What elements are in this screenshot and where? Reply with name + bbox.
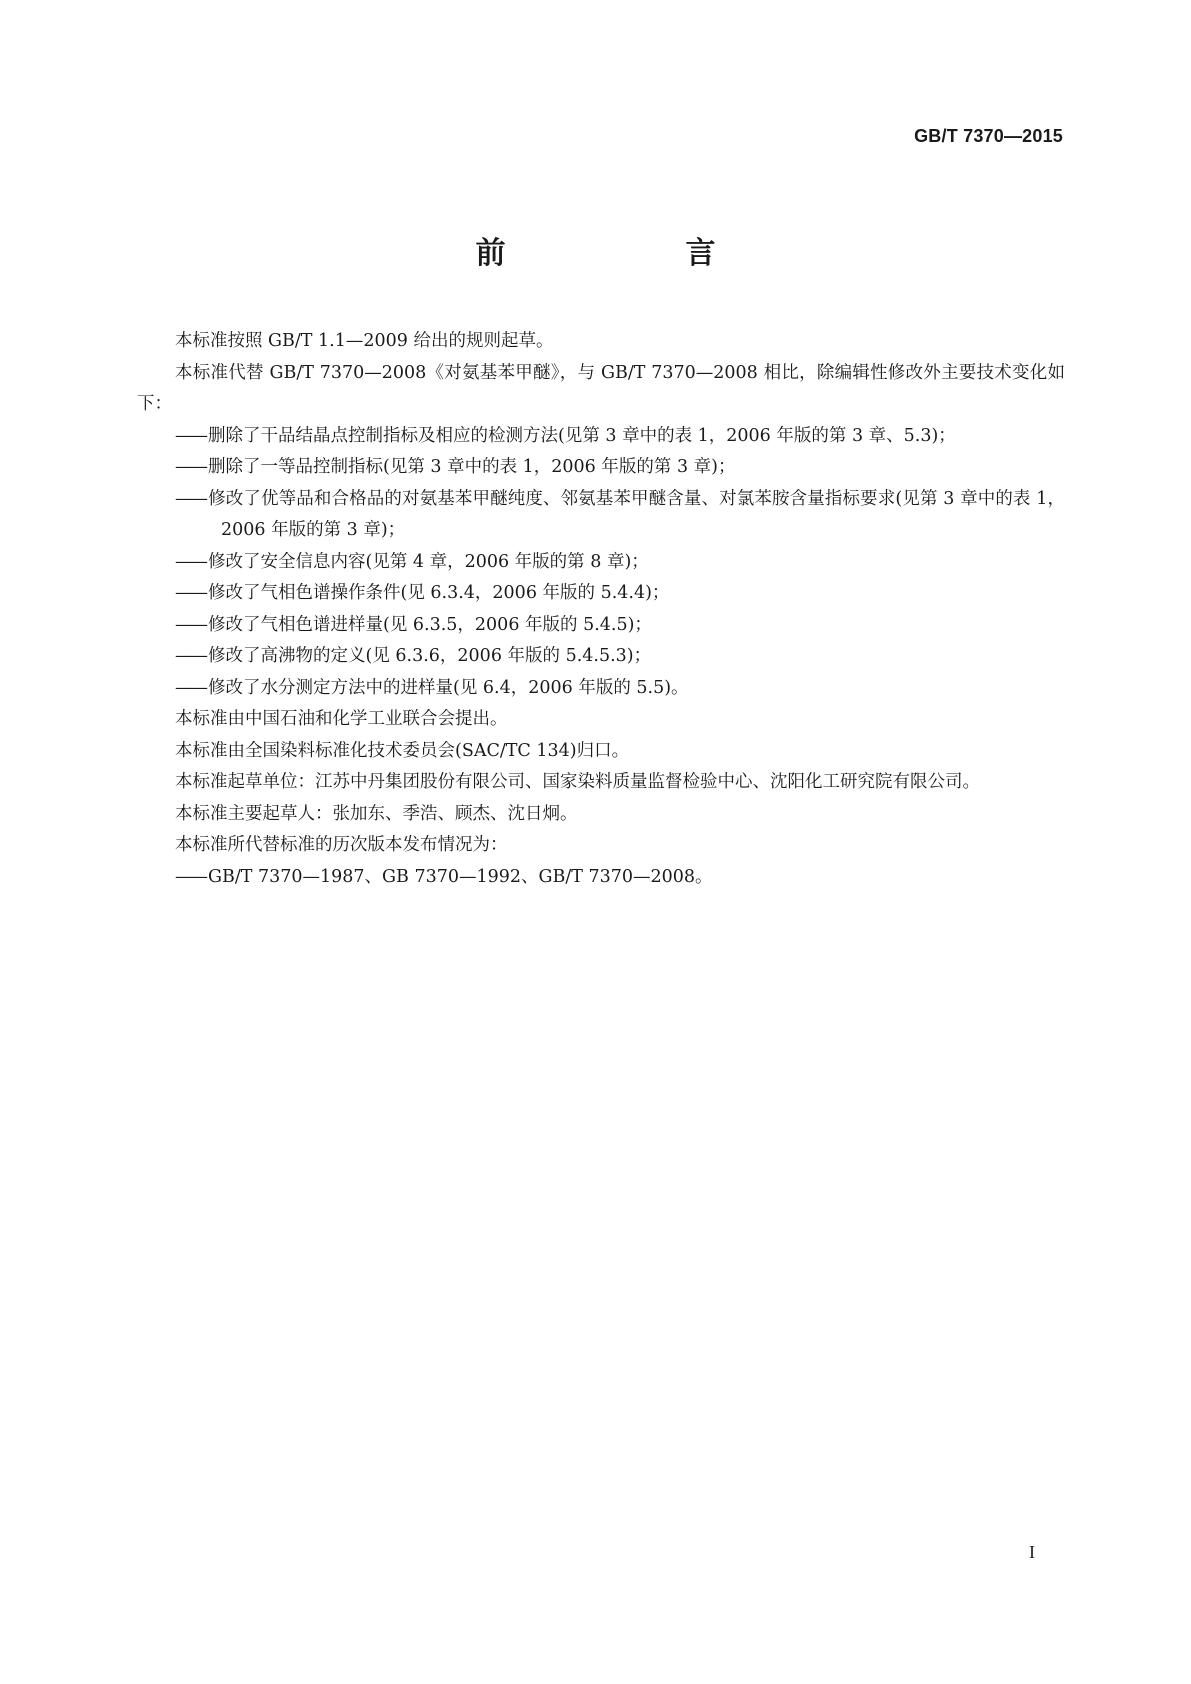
list-item xyxy=(137,641,1065,673)
list-item-history xyxy=(137,862,1065,894)
dash-marker: —— xyxy=(175,866,206,887)
list-item xyxy=(137,610,1065,642)
paragraph-history-intro: 本标准所代替标准的历次版本发布情况为： xyxy=(175,835,508,855)
paragraph-proposer: 本标准由中国石油和化学工业联合会提出。 xyxy=(175,709,508,729)
list-item xyxy=(137,421,1065,453)
list-item-text: 修改了水分测定方法中的进样量(见 6.4，2006 年版的 5.5)。 xyxy=(208,677,689,698)
dash-marker: —— xyxy=(175,646,206,666)
paragraph-replacement: 本标准代替 GB/T 7370—2008《对氨基苯甲醚》，与 GB/T 7370—2008 相比，除编辑性修改外主要技术变化如下： xyxy=(137,362,1065,414)
list-item-text: 修改了高沸物的定义(见 6.3.6，2006 年版的 5.4.5.3)； xyxy=(208,646,652,666)
list-item xyxy=(137,578,1065,610)
list-item-text: 删除了一等品控制指标(见第 3 章中的表 1，2006 年版的第 3 章)； xyxy=(208,457,736,477)
dash-marker: —— xyxy=(175,583,206,603)
paragraph-drafters: 本标准主要起草人：张加东、季浩、顾杰、沈日炯。 xyxy=(175,803,578,824)
document-body xyxy=(137,326,1065,893)
list-item-text: 修改了优等品和合格品的对氨基苯甲醚纯度、邻氨基苯甲醚含量、对氯苯胺含量指标要求(见第 3 章中的表 1，2006 年版的第 3 章)； xyxy=(208,488,1065,540)
dash-marker: —— xyxy=(175,488,206,509)
dash-marker: —— xyxy=(175,425,206,446)
paragraph-drafting-rules: 本标准按照 GB/T 1.1—2009 给出的规则起草。 xyxy=(175,331,554,351)
list-item xyxy=(137,484,1065,547)
page-title: 前 言 xyxy=(475,236,756,271)
page-number: I xyxy=(1029,1542,1035,1562)
dash-marker: —— xyxy=(175,677,206,698)
standard-code: GB/T 7370—2015 xyxy=(914,126,1063,146)
list-item xyxy=(137,452,1065,484)
paragraph-drafting-units: 本标准起草单位：江苏中丹集团股份有限公司、国家染料质量监督检验中心、沈阳化工研究院有限公司。 xyxy=(175,772,980,792)
dash-marker: —— xyxy=(175,614,206,635)
list-item-text: 删除了干品结晶点控制指标及相应的检测方法(见第 3 章中的表 1，2006 年版的第 3 章、5.3)； xyxy=(208,425,956,446)
list-item-text: 修改了气相色谱进样量(见 6.3.5，2006 年版的 5.4.5)； xyxy=(208,614,652,635)
list-item xyxy=(137,673,1065,705)
history-text: GB/T 7370—1987、GB 7370—1992、GB/T 7370—2008。 xyxy=(208,866,713,887)
list-item xyxy=(137,547,1065,579)
list-item-text: 修改了气相色谱操作条件(见 6.3.4，2006 年版的 5.4.4)； xyxy=(208,583,670,603)
dash-marker: —— xyxy=(175,551,206,572)
paragraph-committee: 本标准由全国染料标准化技术委员会(SAC/TC 134)归口。 xyxy=(175,740,630,761)
list-item-text: 修改了安全信息内容(见第 4 章，2006 年版的第 8 章)； xyxy=(208,551,649,572)
dash-marker: —— xyxy=(175,457,206,477)
